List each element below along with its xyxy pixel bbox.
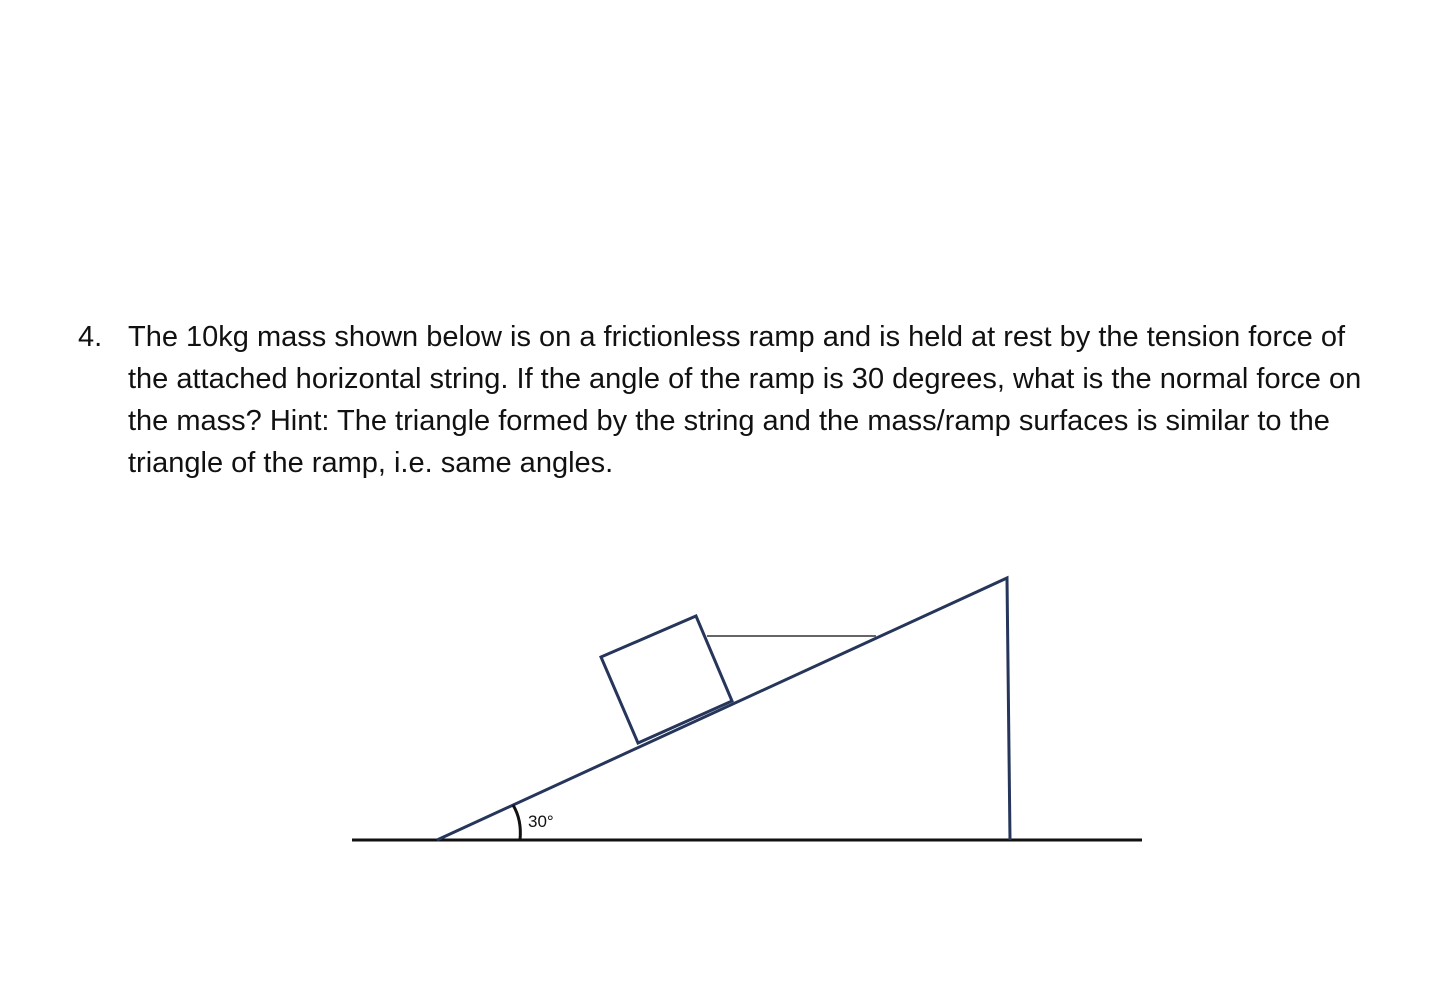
angle-label: 30° xyxy=(528,812,554,831)
ramp-triangle xyxy=(437,578,1010,840)
question-text: The 10kg mass shown below is on a frictionless ramp and is held at rest by the tension force of the attached horizontal string. If the angle of the ramp is 30 degrees, what is the normal force on the mass? Hint: The triangle formed by the string and the mass/ramp surfaces is similar to the triangle of the ramp, i.e. same angles. xyxy=(128,321,1362,479)
question-number: 4. xyxy=(78,321,103,353)
angle-arc xyxy=(513,805,520,840)
